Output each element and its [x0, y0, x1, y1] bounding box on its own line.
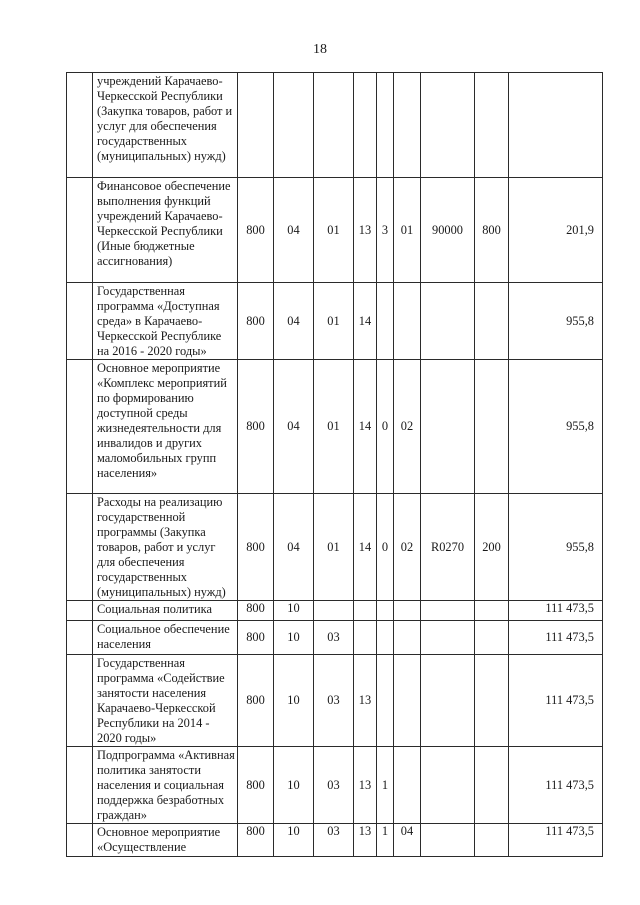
code-cell	[238, 73, 274, 178]
index-cell	[67, 178, 93, 283]
index-cell	[67, 655, 93, 747]
code-cell: 13	[354, 747, 377, 824]
code-cell: 14	[354, 494, 377, 601]
index-cell	[67, 494, 93, 601]
code-cell: R0270	[421, 494, 475, 601]
code-cell: 800	[238, 824, 274, 857]
code-cell: 10	[274, 621, 314, 655]
code-cell	[354, 621, 377, 655]
code-cell: 01	[314, 494, 354, 601]
code-cell: 3	[377, 178, 394, 283]
table-row	[67, 283, 603, 360]
code-cell: 800	[238, 494, 274, 601]
code-cell	[394, 601, 421, 621]
item-name: Социальная политика	[93, 601, 238, 621]
table-row	[67, 747, 603, 824]
code-cell	[475, 601, 509, 621]
amount-cell: 111 473,5	[509, 747, 603, 824]
code-cell: 03	[314, 824, 354, 857]
index-cell	[67, 824, 93, 857]
table-row	[67, 824, 603, 857]
item-name: Финансовое обеспечение выполнения функций учреждений Карачаево-Черкесской Республики (Иные бюджетные ассигнования)	[93, 178, 238, 283]
code-cell	[475, 73, 509, 178]
code-cell	[475, 283, 509, 360]
amount-cell: 111 473,5	[509, 824, 603, 857]
code-cell: 01	[314, 283, 354, 360]
code-cell: 800	[238, 601, 274, 621]
amount-cell: 201,9	[509, 178, 603, 283]
code-cell: 01	[314, 178, 354, 283]
code-cell	[475, 621, 509, 655]
index-cell	[67, 73, 93, 178]
code-cell	[354, 601, 377, 621]
item-name: Государственная программа «Доступная среда» в Карачаево-Черкесской Республике на 2016 - 2020 годы»	[93, 283, 238, 360]
table-row	[67, 360, 603, 494]
code-cell: 13	[354, 824, 377, 857]
code-cell	[421, 621, 475, 655]
code-cell	[377, 283, 394, 360]
amount-cell: 955,8	[509, 283, 603, 360]
amount-cell: 955,8	[509, 494, 603, 601]
code-cell	[421, 73, 475, 178]
code-cell	[421, 824, 475, 857]
code-cell: 800	[238, 621, 274, 655]
code-cell: 02	[394, 494, 421, 601]
code-cell: 14	[354, 283, 377, 360]
amount-cell: 111 473,5	[509, 621, 603, 655]
item-name: учреждений Карачаево-Черкесской Республики (Закупка товаров, работ и услуг для обеспечения государственных (муниципальных) нужд)	[93, 73, 238, 178]
code-cell: 03	[314, 747, 354, 824]
code-cell	[377, 601, 394, 621]
table-row	[67, 73, 603, 178]
amount-cell: 111 473,5	[509, 655, 603, 747]
code-cell: 800	[238, 178, 274, 283]
code-cell	[475, 655, 509, 747]
code-cell	[421, 283, 475, 360]
code-cell	[274, 73, 314, 178]
amount-cell	[509, 73, 603, 178]
code-cell: 10	[274, 601, 314, 621]
item-name: Подпрограмма «Активная политика занятости населения и социальная поддержка безработных граждан»	[93, 747, 238, 824]
code-cell	[421, 747, 475, 824]
code-cell	[475, 824, 509, 857]
code-cell: 01	[394, 178, 421, 283]
code-cell	[421, 360, 475, 494]
index-cell	[67, 747, 93, 824]
table-row	[67, 601, 603, 621]
code-cell	[421, 601, 475, 621]
code-cell: 03	[314, 621, 354, 655]
table-row	[67, 178, 603, 283]
code-cell	[377, 73, 394, 178]
code-cell: 200	[475, 494, 509, 601]
amount-cell: 111 473,5	[509, 601, 603, 621]
item-name: Основное мероприятие «Комплекс мероприятий по формированию доступной среды жизнедеятельности для инвалидов и других маломобильных групп населения»	[93, 360, 238, 494]
item-name: Расходы на реализацию государственной программы (Закупка товаров, работ и услуг для обеспечения государственных (муниципальных) нужд)	[93, 494, 238, 601]
code-cell	[394, 283, 421, 360]
code-cell	[354, 73, 377, 178]
code-cell: 04	[274, 178, 314, 283]
code-cell	[475, 747, 509, 824]
code-cell	[377, 621, 394, 655]
code-cell: 90000	[421, 178, 475, 283]
code-cell: 04	[394, 824, 421, 857]
code-cell: 10	[274, 747, 314, 824]
budget-table	[66, 72, 603, 857]
code-cell	[314, 73, 354, 178]
item-name: Государственная программа «Содействие занятости населения Карачаево-Черкесской Республики на 2014 - 2020 годы»	[93, 655, 238, 747]
code-cell: 800	[475, 178, 509, 283]
code-cell	[394, 655, 421, 747]
item-name: Основное мероприятие «Осуществление	[93, 824, 238, 857]
code-cell	[394, 621, 421, 655]
amount-cell: 955,8	[509, 360, 603, 494]
code-cell: 800	[238, 360, 274, 494]
code-cell: 04	[274, 494, 314, 601]
code-cell: 02	[394, 360, 421, 494]
item-name: Социальное обеспечение населения	[93, 621, 238, 655]
index-cell	[67, 360, 93, 494]
code-cell: 03	[314, 655, 354, 747]
code-cell: 1	[377, 747, 394, 824]
index-cell	[67, 621, 93, 655]
code-cell: 13	[354, 178, 377, 283]
code-cell: 01	[314, 360, 354, 494]
code-cell: 04	[274, 283, 314, 360]
table-row	[67, 494, 603, 601]
code-cell: 14	[354, 360, 377, 494]
code-cell: 13	[354, 655, 377, 747]
code-cell	[421, 655, 475, 747]
code-cell: 0	[377, 360, 394, 494]
table-row	[67, 621, 603, 655]
code-cell: 0	[377, 494, 394, 601]
code-cell	[377, 655, 394, 747]
code-cell	[475, 360, 509, 494]
index-cell	[67, 601, 93, 621]
page-number: 18	[313, 42, 327, 57]
code-cell	[394, 747, 421, 824]
index-cell	[67, 283, 93, 360]
code-cell: 10	[274, 824, 314, 857]
code-cell	[394, 73, 421, 178]
table-row	[67, 655, 603, 747]
code-cell	[314, 601, 354, 621]
code-cell: 800	[238, 655, 274, 747]
code-cell: 10	[274, 655, 314, 747]
code-cell: 800	[238, 283, 274, 360]
code-cell: 800	[238, 747, 274, 824]
code-cell: 1	[377, 824, 394, 857]
code-cell: 04	[274, 360, 314, 494]
